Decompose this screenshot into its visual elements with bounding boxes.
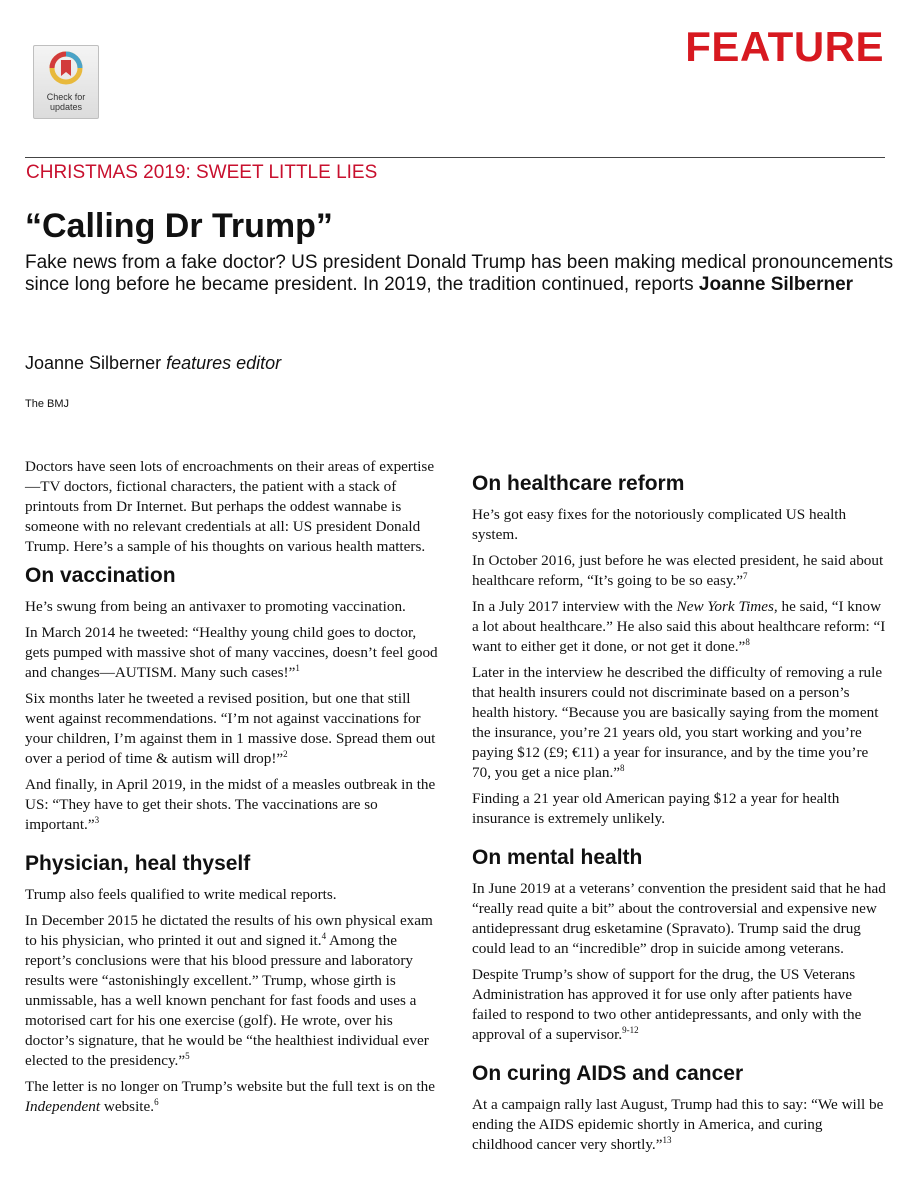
vaccination-paragraph-1: He’s swung from being an antivaxer to promoting vaccination. <box>25 598 406 615</box>
reference-marker: 4 <box>321 930 327 941</box>
healthcare-paragraph-4: Later in the interview he described the difficulty of removing a rule that health insurers could not discriminate based on a person’s health history. “Because you are basically saying from the moment the insurance, you’re 21 years old, you start working and you’re paying $12 (£9; €11) a year for insurance, and by the time you’re 70, you get a nice plan.”$^8$ <box>472 664 883 781</box>
check-for-updates-label: Check for updates <box>46 92 86 112</box>
reference-marker: 6 <box>154 1096 159 1107</box>
heading-vaccination: On vaccination <box>25 564 176 587</box>
heading-aids-cancer: On curing AIDS and cancer <box>472 1062 744 1085</box>
reference-marker: 9-12 <box>622 1024 639 1035</box>
affiliation: The BMJ <box>25 398 70 410</box>
left-column <box>25 457 440 1123</box>
vaccination-paragraph-3: Six months later he tweeted a revised position, but one that still went against recommendations. “I’m not against vaccinations for your children, I’m against them in 1 massive dose. Spread them out over a period of time & autism will drop!”$^2$ <box>25 690 436 767</box>
standfirst-text: Fake news from a fake doctor? US president Donald Trump has been making medical pronouncements since long before he became president. In 2019, the tradition continued, reports <box>25 252 894 295</box>
reference-marker: 7 <box>743 570 748 581</box>
physician-paragraph-2: In December 2015 he dictated the results of his own physical exam to his physician, who printed it out and signed it.$^4$ Among the report’s conclusions were that his blood pressure and laboratory results were “astonishingly excellent.” Trump, whose girth is unmissable, has a well known penchant for fast foods and uses a motorised cart for his one exercise (golf). He wrote, over his doctor’s signature, that he would be “the healthiest individual ever elected to the presidency.”$^5$ <box>25 912 433 1069</box>
physician-paragraph-1: Trump also feels qualified to write medical reports. <box>25 886 337 903</box>
reference-marker: 5 <box>185 1050 190 1061</box>
mental-paragraph-2: Despite Trump’s show of support for the drug, the US Veterans Administration has approved it for use only after patients have failed to respond to two other antidepressants, and only with the approval of a supervisor.$^{9-12}$ <box>472 966 862 1043</box>
byline-name: Joanne Silberner <box>25 353 162 373</box>
reference-marker: 13 <box>662 1134 672 1145</box>
healthcare-paragraph-2: In October 2016, just before he was elected president, he said about healthcare reform, “It’s going to be so easy.”$^7$ <box>472 552 884 589</box>
aids-paragraph-1: At a campaign rally last August, Trump had this to say: “We will be ending the AIDS epidemic shortly in America, and curing childhood cancer very shortly.”$^{13}$ <box>472 1096 884 1153</box>
heading-healthcare: On healthcare reform <box>472 472 685 495</box>
vaccination-paragraph-4: And finally, in April 2019, in the midst of a measles outbreak in the US: “They have to get their shots. The vaccinations are so important.”$^3$ <box>25 776 436 833</box>
physician-paragraph-3: The letter is no longer on Trump’s website but the full text is on the Independent website.$^6$ <box>25 1078 436 1115</box>
healthcare-paragraph-3: In a July 2017 interview with the New York Times, he said, “I know a lot about healthcare.” He also said this about healthcare reform: “I want to either get it done, or not get it done.”$^8$ <box>472 598 886 655</box>
reference-marker: 8 <box>745 636 750 647</box>
reference-marker: 3 <box>94 814 100 825</box>
standfirst <box>25 252 895 296</box>
right-column <box>472 471 887 1161</box>
reference-marker: 2 <box>283 748 288 759</box>
vaccination-paragraph-2: In March 2014 he tweeted: “Healthy young child goes to doctor, gets pumped with massive shot of many vaccines, doesn’t feel good and changes—AUTISM. Many such cases!”$^1$ <box>25 624 438 681</box>
heading-mental-health: On mental health <box>472 846 643 869</box>
byline-role: features editor <box>166 353 282 373</box>
healthcare-paragraph-1: He’s got easy fixes for the notoriously complicated US health system. <box>472 506 847 543</box>
header-divider <box>25 157 885 158</box>
feature-label: FEATURE <box>685 23 884 70</box>
check-for-updates-badge[interactable] <box>33 45 99 119</box>
healthcare-paragraph-5: Finding a 21 year old American paying $12 a year for health insurance is extremely unlikely. <box>472 790 840 827</box>
intro-paragraph: Doctors have seen lots of encroachments on their areas of expertise—TV doctors, fictional characters, the patient with a stack of printouts from Dr Internet. But perhaps the oddest wannabe is someone with no relevant credentials at all: US president Donald Trump. Here’s a sample of his thoughts on various health matters. <box>25 458 435 555</box>
standfirst-author: Joanne Silberner <box>698 274 854 295</box>
heading-physician: Physician, heal thyself <box>25 852 251 875</box>
mental-paragraph-1: In June 2019 at a veterans’ convention the president said that he had “really read quite a bit” about the controversial and expensive new antidepressant drug esketamine (Spravato). Trump said the drug could lead to an “incredible” drop in suicide among veterans. <box>472 880 886 957</box>
byline <box>25 352 281 374</box>
bookmark-ring-icon <box>48 50 84 90</box>
reference-marker: 1 <box>295 662 300 673</box>
section-label: CHRISTMAS 2019: SWEET LITTLE LIES <box>26 162 378 183</box>
article-headline: “Calling Dr Trump” <box>25 207 333 245</box>
reference-marker: 8 <box>620 762 625 773</box>
